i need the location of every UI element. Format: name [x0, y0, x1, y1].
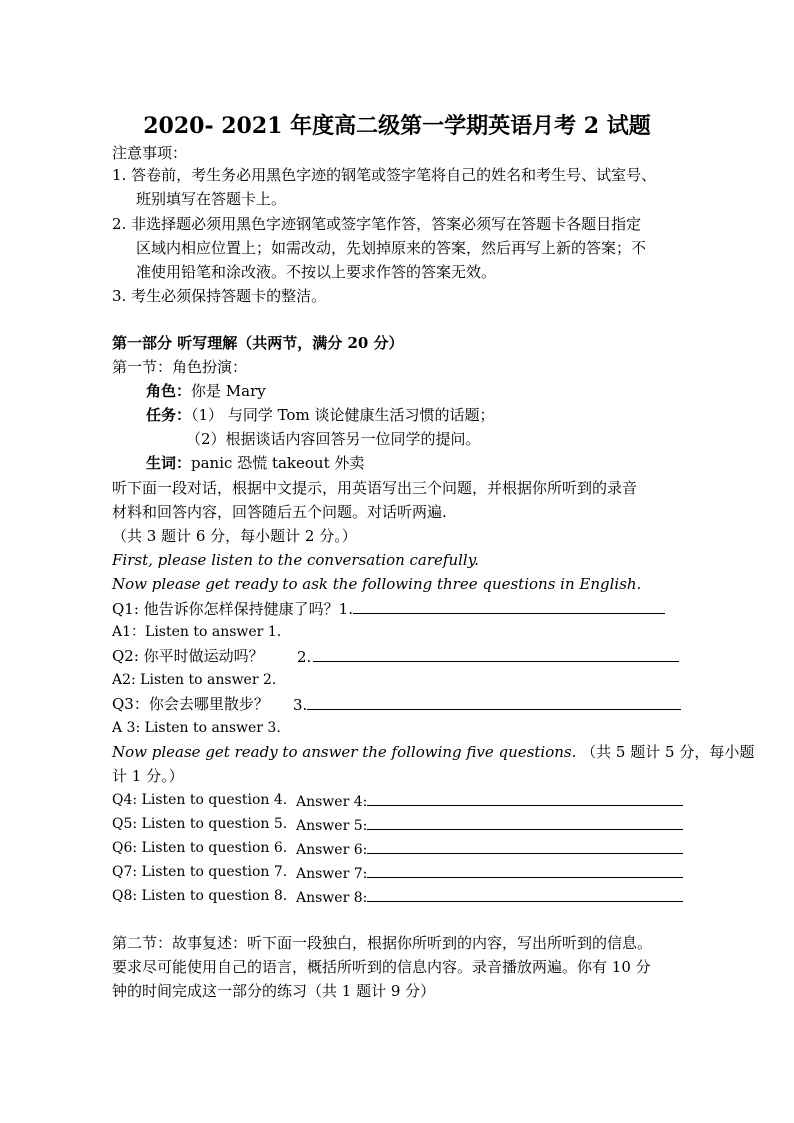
- question-5: Q5: Listen to question 5.: [112, 816, 288, 832]
- task-1: （1） 与同学 Tom 谈论健康生活习惯的话题；: [191, 406, 495, 424]
- score-note: （共 3 题计 6 分，每小题计 2 分。）: [112, 527, 357, 545]
- answer-blank-2[interactable]: [313, 646, 679, 662]
- answer-1: A1：Listen to answer 1.: [112, 624, 282, 640]
- answer-5-line: [296, 814, 683, 836]
- question-2: [112, 646, 264, 666]
- task-label: 任务：: [146, 406, 192, 424]
- answer-5-label: Answer 5:: [296, 818, 368, 834]
- notice-heading: 注意事项：: [112, 144, 188, 162]
- question-6: Q6: Listen to question 6.: [112, 840, 288, 856]
- section1-heading: 第一节：角色扮演：: [112, 358, 248, 376]
- section2-line-3: 钟的时间完成这一部分的练习（共 1 题计 9 分）: [112, 982, 436, 1000]
- answer-blank-1[interactable]: [353, 598, 665, 614]
- role-label: 角色：: [146, 382, 192, 400]
- instruction-line-1: 听下面一段对话，根据中文提示，用英语写出三个问题，并根据你所听到的录音: [112, 479, 638, 497]
- question-7: Q7: Listen to question 7.: [112, 864, 288, 880]
- notice-item-3: 3. 考生必须保持答题卡的整洁。: [112, 287, 327, 305]
- question-2-line: [297, 646, 679, 667]
- answer-blank-8[interactable]: [367, 886, 683, 902]
- question-2-number: 2.: [297, 648, 312, 666]
- question-1-text: Q1: 他告诉你怎样保持健康了吗？1.: [112, 600, 353, 618]
- vocab-text: panic 恐慌 takeout 外卖: [191, 454, 365, 472]
- answer-blank-3[interactable]: [307, 694, 681, 710]
- notice-item-2-cont2: 准使用铅笔和涂改液。不按以上要求作答的答案无效。: [136, 263, 497, 281]
- role-line: [146, 381, 266, 401]
- answer-blank-7[interactable]: [367, 862, 683, 878]
- answer-score-1: （共 5 题计 5 分，每小题: [581, 743, 755, 761]
- vocab-label: 生词：: [146, 454, 192, 472]
- section2-line-1: 第二节：故事复述：听下面一段独白，根据你所听到的内容，写出所听到的信息。: [112, 934, 653, 952]
- role-text: 你是 Mary: [191, 382, 266, 400]
- part1-heading: 第一部分 听写理解（共两节，满分 20 分）: [112, 334, 404, 352]
- answer-2: A2: Listen to answer 2.: [112, 672, 277, 688]
- task-2: （2）根据谈话内容回答另一位同学的提问。: [186, 430, 481, 448]
- notice-item-2-cont: 区域内相应位置上；如需改动，先划掉原来的答案，然后再写上新的答案；不: [136, 239, 647, 257]
- instruction-line-2: 材料和回答内容，回答随后五个问题。对话听两遍.: [112, 503, 447, 521]
- answer-8-line: [296, 886, 683, 908]
- answer-score-2: 计 1 分。）: [112, 767, 184, 785]
- answer-6-label: Answer 6:: [296, 842, 368, 858]
- answer-7-line: [296, 862, 683, 884]
- notice-item-2: 2. 非选择题必须用黑色字迹钢笔或签字笔作答，答案必须写在答题卡各题目指定: [112, 215, 642, 233]
- question-1: [112, 598, 665, 619]
- task-line-1: [146, 405, 494, 425]
- answer-7-label: Answer 7:: [296, 866, 368, 882]
- answer-note: Now please get ready to answer the following five questions.: [112, 743, 577, 761]
- answer-4-line: [296, 790, 683, 812]
- question-3-number: 3.: [293, 696, 308, 714]
- answer-8-label: Answer 8:: [296, 890, 368, 906]
- notice-item-1-cont: 班别填写在答题卡上。: [136, 190, 287, 208]
- page-title: 2020- 2021 年度高二级第一学期英语月考 2 试题: [143, 113, 651, 139]
- question-3: [112, 694, 269, 714]
- answer-blank-6[interactable]: [367, 838, 683, 854]
- answer-note-line: [112, 742, 754, 762]
- answer-blank-5[interactable]: [367, 814, 683, 830]
- notice-item-1: 1. 答卷前，考生务必用黑色字迹的钢笔或签字笔将自己的姓名和考生号、试室号、: [112, 166, 657, 184]
- question-4: Q4: Listen to question 4.: [112, 792, 288, 808]
- question-3-text: Q3：你会去哪里散步？: [112, 695, 269, 713]
- answer-4-label: Answer 4:: [296, 794, 368, 810]
- question-8: Q8: Listen to question 8.: [112, 888, 288, 904]
- answer-blank-4[interactable]: [367, 790, 683, 806]
- section2-line-2: 要求尽可能使用自己的语言，概括所听到的信息内容。录音播放两遍。你有 10 分: [112, 958, 651, 976]
- answer-3: A 3: Listen to answer 3.: [112, 720, 281, 736]
- answer-6-line: [296, 838, 683, 860]
- ask-note: Now please get ready to ask the following three questions in English.: [112, 575, 642, 593]
- question-3-line: [293, 694, 681, 715]
- question-2-text: Q2: 你平时做运动吗？: [112, 647, 264, 665]
- vocab-line: [146, 453, 364, 473]
- listen-note: First, please listen to the conversation carefully.: [112, 551, 479, 569]
